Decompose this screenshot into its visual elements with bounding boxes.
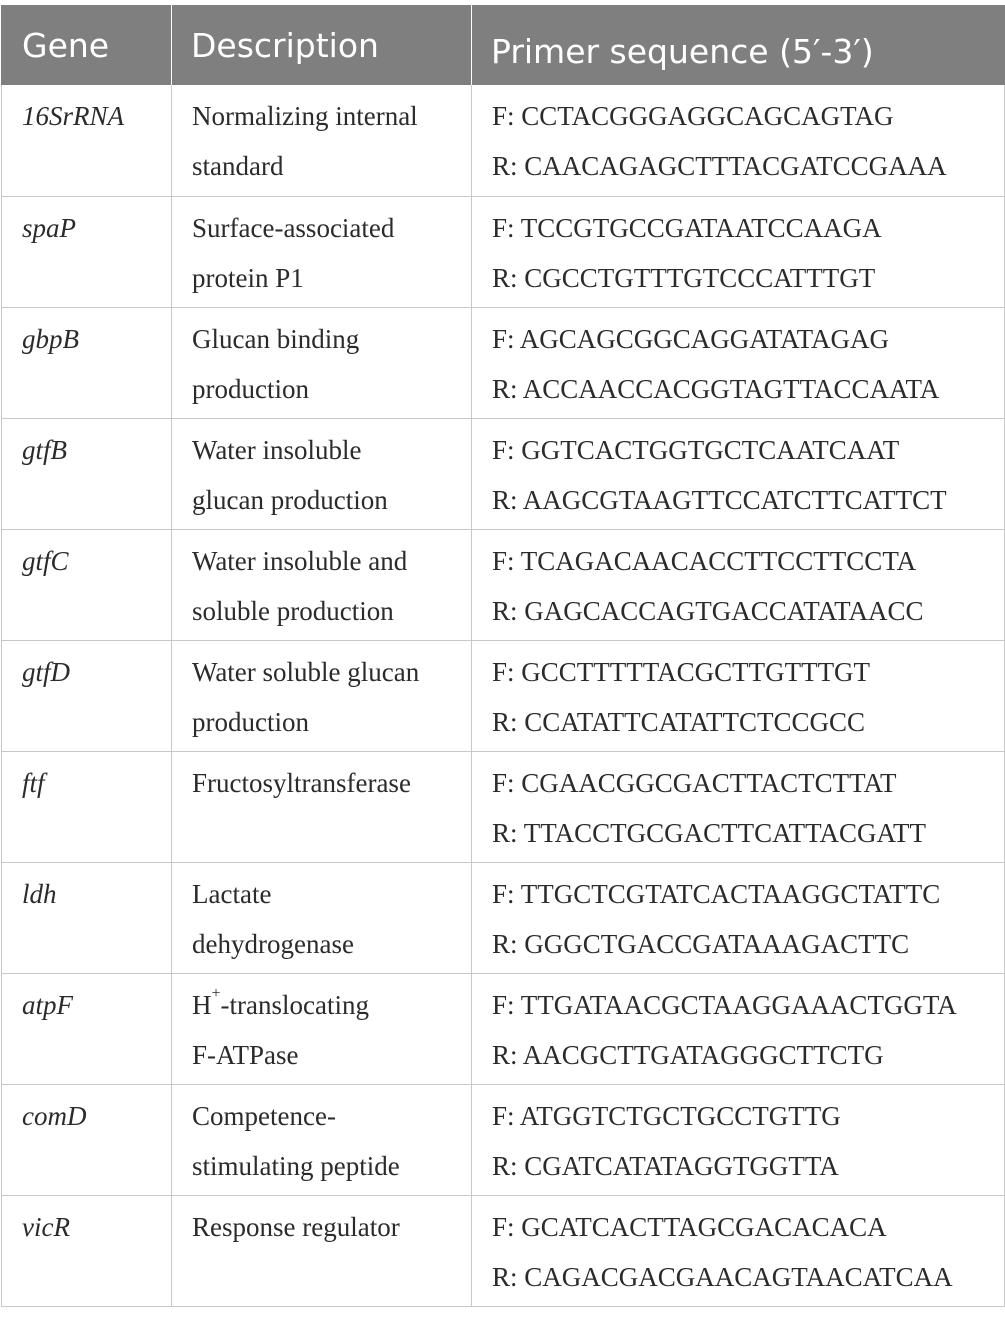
description-line: soluble production (192, 595, 394, 626)
reverse-primer: R: CCATATTCATATTCTCCGCC (492, 706, 865, 737)
table-row (2, 1084, 1005, 1195)
gene-name: gtfD (2, 640, 172, 751)
gene-name: comD (2, 1084, 172, 1195)
header-gene: Gene (2, 5, 172, 85)
header-primer-sequence: Primer sequence (5′-3′) (472, 5, 1005, 85)
primer-sequence (472, 862, 1005, 973)
gene-description (172, 196, 472, 307)
header-row (2, 5, 1005, 85)
description-line: glucan production (192, 484, 388, 515)
reverse-primer: R: GAGCACCAGTGACCATATAACC (492, 595, 924, 626)
forward-primer: F: TTGATAACGCTAAGGAAACTGGTA (492, 989, 957, 1020)
superscript-plus: + (211, 984, 221, 1002)
reverse-primer: R: ACCAACCACGGTAGTTACCAATA (492, 373, 940, 404)
description-line: Water soluble glucan (192, 656, 420, 687)
gene-name: gtfC (2, 529, 172, 640)
gene-description (172, 418, 472, 529)
forward-primer: F: AGCAGCGGCAGGATATAGAG (492, 323, 889, 354)
primer-sequence (472, 973, 1005, 1084)
description-line: Water insoluble (192, 434, 362, 465)
gene-name: 16SrRNA (2, 85, 172, 196)
primer-sequence (472, 85, 1005, 196)
forward-primer: F: TCCGTGCCGATAATCCAAGA (492, 212, 882, 243)
table-row (2, 751, 1005, 862)
table-row (2, 196, 1005, 307)
gene-description (172, 1084, 472, 1195)
description-line: Response regulator (192, 1211, 400, 1242)
gene-description (172, 1195, 472, 1306)
reverse-primer: R: TTACCTGCGACTTCATTACGATT (492, 817, 926, 848)
table-row (2, 640, 1005, 751)
gene-description (172, 529, 472, 640)
description-line: dehydrogenase (192, 928, 354, 959)
primer-table-container (1, 5, 1004, 1307)
primer-sequence (472, 1084, 1005, 1195)
primer-sequence (472, 1195, 1005, 1306)
forward-primer: F: ATGGTCTGCTGCCTGTTG (492, 1100, 841, 1131)
description-line: production (192, 373, 309, 404)
description-line: Lactate (192, 878, 272, 909)
gene-name: spaP (2, 196, 172, 307)
reverse-primer: R: CGATCATATAGGTGGTTA (492, 1150, 839, 1181)
gene-name: ldh (2, 862, 172, 973)
forward-primer: F: GCCTTTTTACGCTTGTTTGT (492, 656, 871, 687)
reverse-primer: R: AACGCTTGATAGGGCTTCTG (492, 1039, 884, 1070)
description-line: Competence- (192, 1100, 336, 1131)
gene-description (172, 307, 472, 418)
gene-description (172, 85, 472, 196)
header-description: Description (172, 5, 472, 85)
gene-name: gtfB (2, 418, 172, 529)
primer-sequence (472, 529, 1005, 640)
primer-sequence (472, 640, 1005, 751)
description-line: Surface-associated (192, 212, 395, 243)
description-line: protein P1 (192, 262, 304, 293)
description-line: stimulating peptide (192, 1150, 400, 1181)
description-line: Normalizing internal (192, 101, 418, 131)
description-line: standard (192, 151, 284, 181)
description-line: Glucan binding (192, 323, 360, 354)
forward-primer: F: GGTCACTGGTGCTCAATCAAT (492, 434, 900, 465)
reverse-primer: R: CGCCTGTTTGTCCCATTTGT (492, 262, 876, 293)
gene-description (172, 751, 472, 862)
reverse-primer: R: CAGACGACGAACAGTAACATCAA (492, 1261, 953, 1292)
gene-name: atpF (2, 973, 172, 1084)
description-prefix: H (192, 989, 212, 1020)
table-row (2, 418, 1005, 529)
table-row (2, 973, 1005, 1084)
primer-sequence (472, 418, 1005, 529)
gene-name: gbpB (2, 307, 172, 418)
forward-primer: F: CGAACGGCGACTTACTCTTAT (492, 767, 897, 798)
forward-primer: F: CCTACGGGAGGCAGCAGTAG (492, 101, 894, 131)
reverse-primer: R: AAGCGTAAGTTCCATCTTCATTCT (492, 484, 947, 515)
gene-description (172, 640, 472, 751)
description-line: F-ATPase (192, 1039, 299, 1070)
table-row (2, 1195, 1005, 1306)
forward-primer: F: TTGCTCGTATCACTAAGGCTATTC (492, 878, 941, 909)
table-row (2, 862, 1005, 973)
primer-sequence (472, 751, 1005, 862)
forward-primer: F: GCATCACTTAGCGACACACA (492, 1211, 887, 1242)
primer-table (1, 5, 1005, 1307)
table-row (2, 307, 1005, 418)
reverse-primer: R: CAACAGAGCTTTACGATCCGAAA (492, 151, 947, 181)
description-line (192, 980, 471, 1030)
description-line: production (192, 706, 309, 737)
gene-description (172, 973, 472, 1084)
description-line: Fructosyltransferase (192, 767, 411, 798)
reverse-primer: R: GGGCTGACCGATAAAGACTTC (492, 928, 910, 959)
primer-sequence (472, 307, 1005, 418)
primer-sequence (472, 196, 1005, 307)
gene-name: vicR (2, 1195, 172, 1306)
table-row (2, 85, 1005, 196)
gene-description (172, 862, 472, 973)
description-suffix: -translocating (220, 989, 369, 1020)
description-line: Water insoluble and (192, 545, 408, 576)
forward-primer: F: TCAGACAACACCTTCCTTCCTA (492, 545, 917, 576)
table-row (2, 529, 1005, 640)
gene-name: ftf (2, 751, 172, 862)
